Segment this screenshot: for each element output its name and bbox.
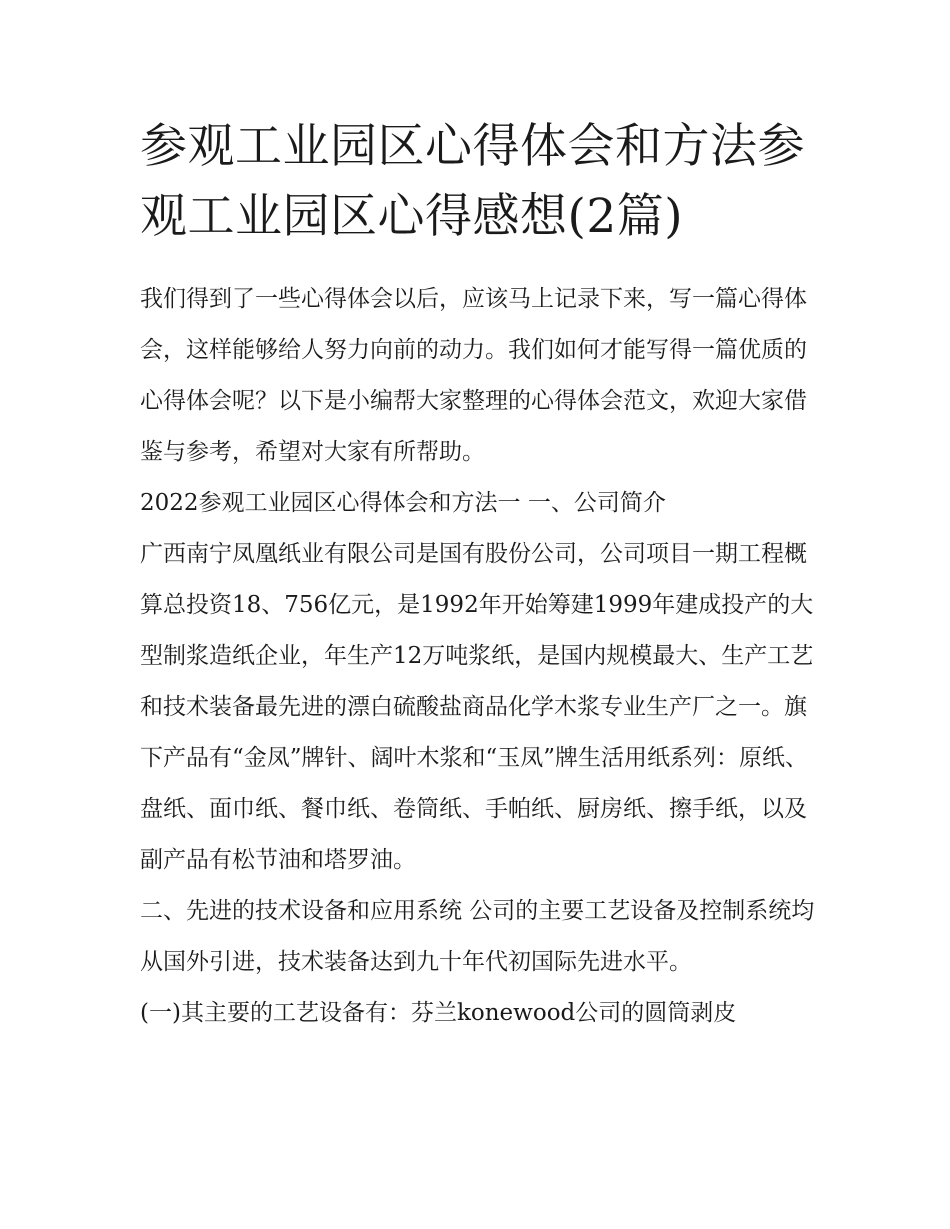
paragraph-tech-equipment: 二、先进的技术设备和应用系统 公司的主要工艺设备及控制系统均从国外引进，技术装备达到九十年代初国际先进水平。 [140,898,815,975]
paragraph-process-equipment: (一)其主要的工艺设备有：芬兰konewood公司的圆筒剥皮 [140,1000,737,1026]
paragraph-company-intro: 广西南宁凤凰纸业有限公司是国有股份公司，公司项目一期工程概算总投资18、756亿元，是1992年开始筹建1999年建成投产的大型制浆造纸企业，年生产12万吨浆纸，是国内规模最大、生产工艺和技术装备最先进的漂白硫酸盐商品化学木浆专业生产厂之一。旗下产品有“金凤”牌针、阔叶木浆和“玉凤”牌生活用纸系列：原纸、盘纸、面巾纸、餐巾纸、卷筒纸、手帕纸、厨房纸、擦手纸，以及副产品有松节油和塔罗油。 [140,541,814,873]
paragraph-section-heading: 2022参观工业园区心得体会和方法一 一、公司简介 [140,490,666,516]
paragraph-intro: 我们得到了一些心得体会以后，应该马上记录下来，写一篇心得体会，这样能够给人努力向前的动力。我们如何才能写得一篇优质的心得体会呢？以下是小编帮大家整理的心得体会范文，欢迎大家借鉴与参考，希望对大家有所帮助。 [140,286,807,465]
document-page [140,112,820,1039]
document-title: 参观工业园区心得体会和方法参观工业园区心得感想(2篇) [140,119,805,244]
